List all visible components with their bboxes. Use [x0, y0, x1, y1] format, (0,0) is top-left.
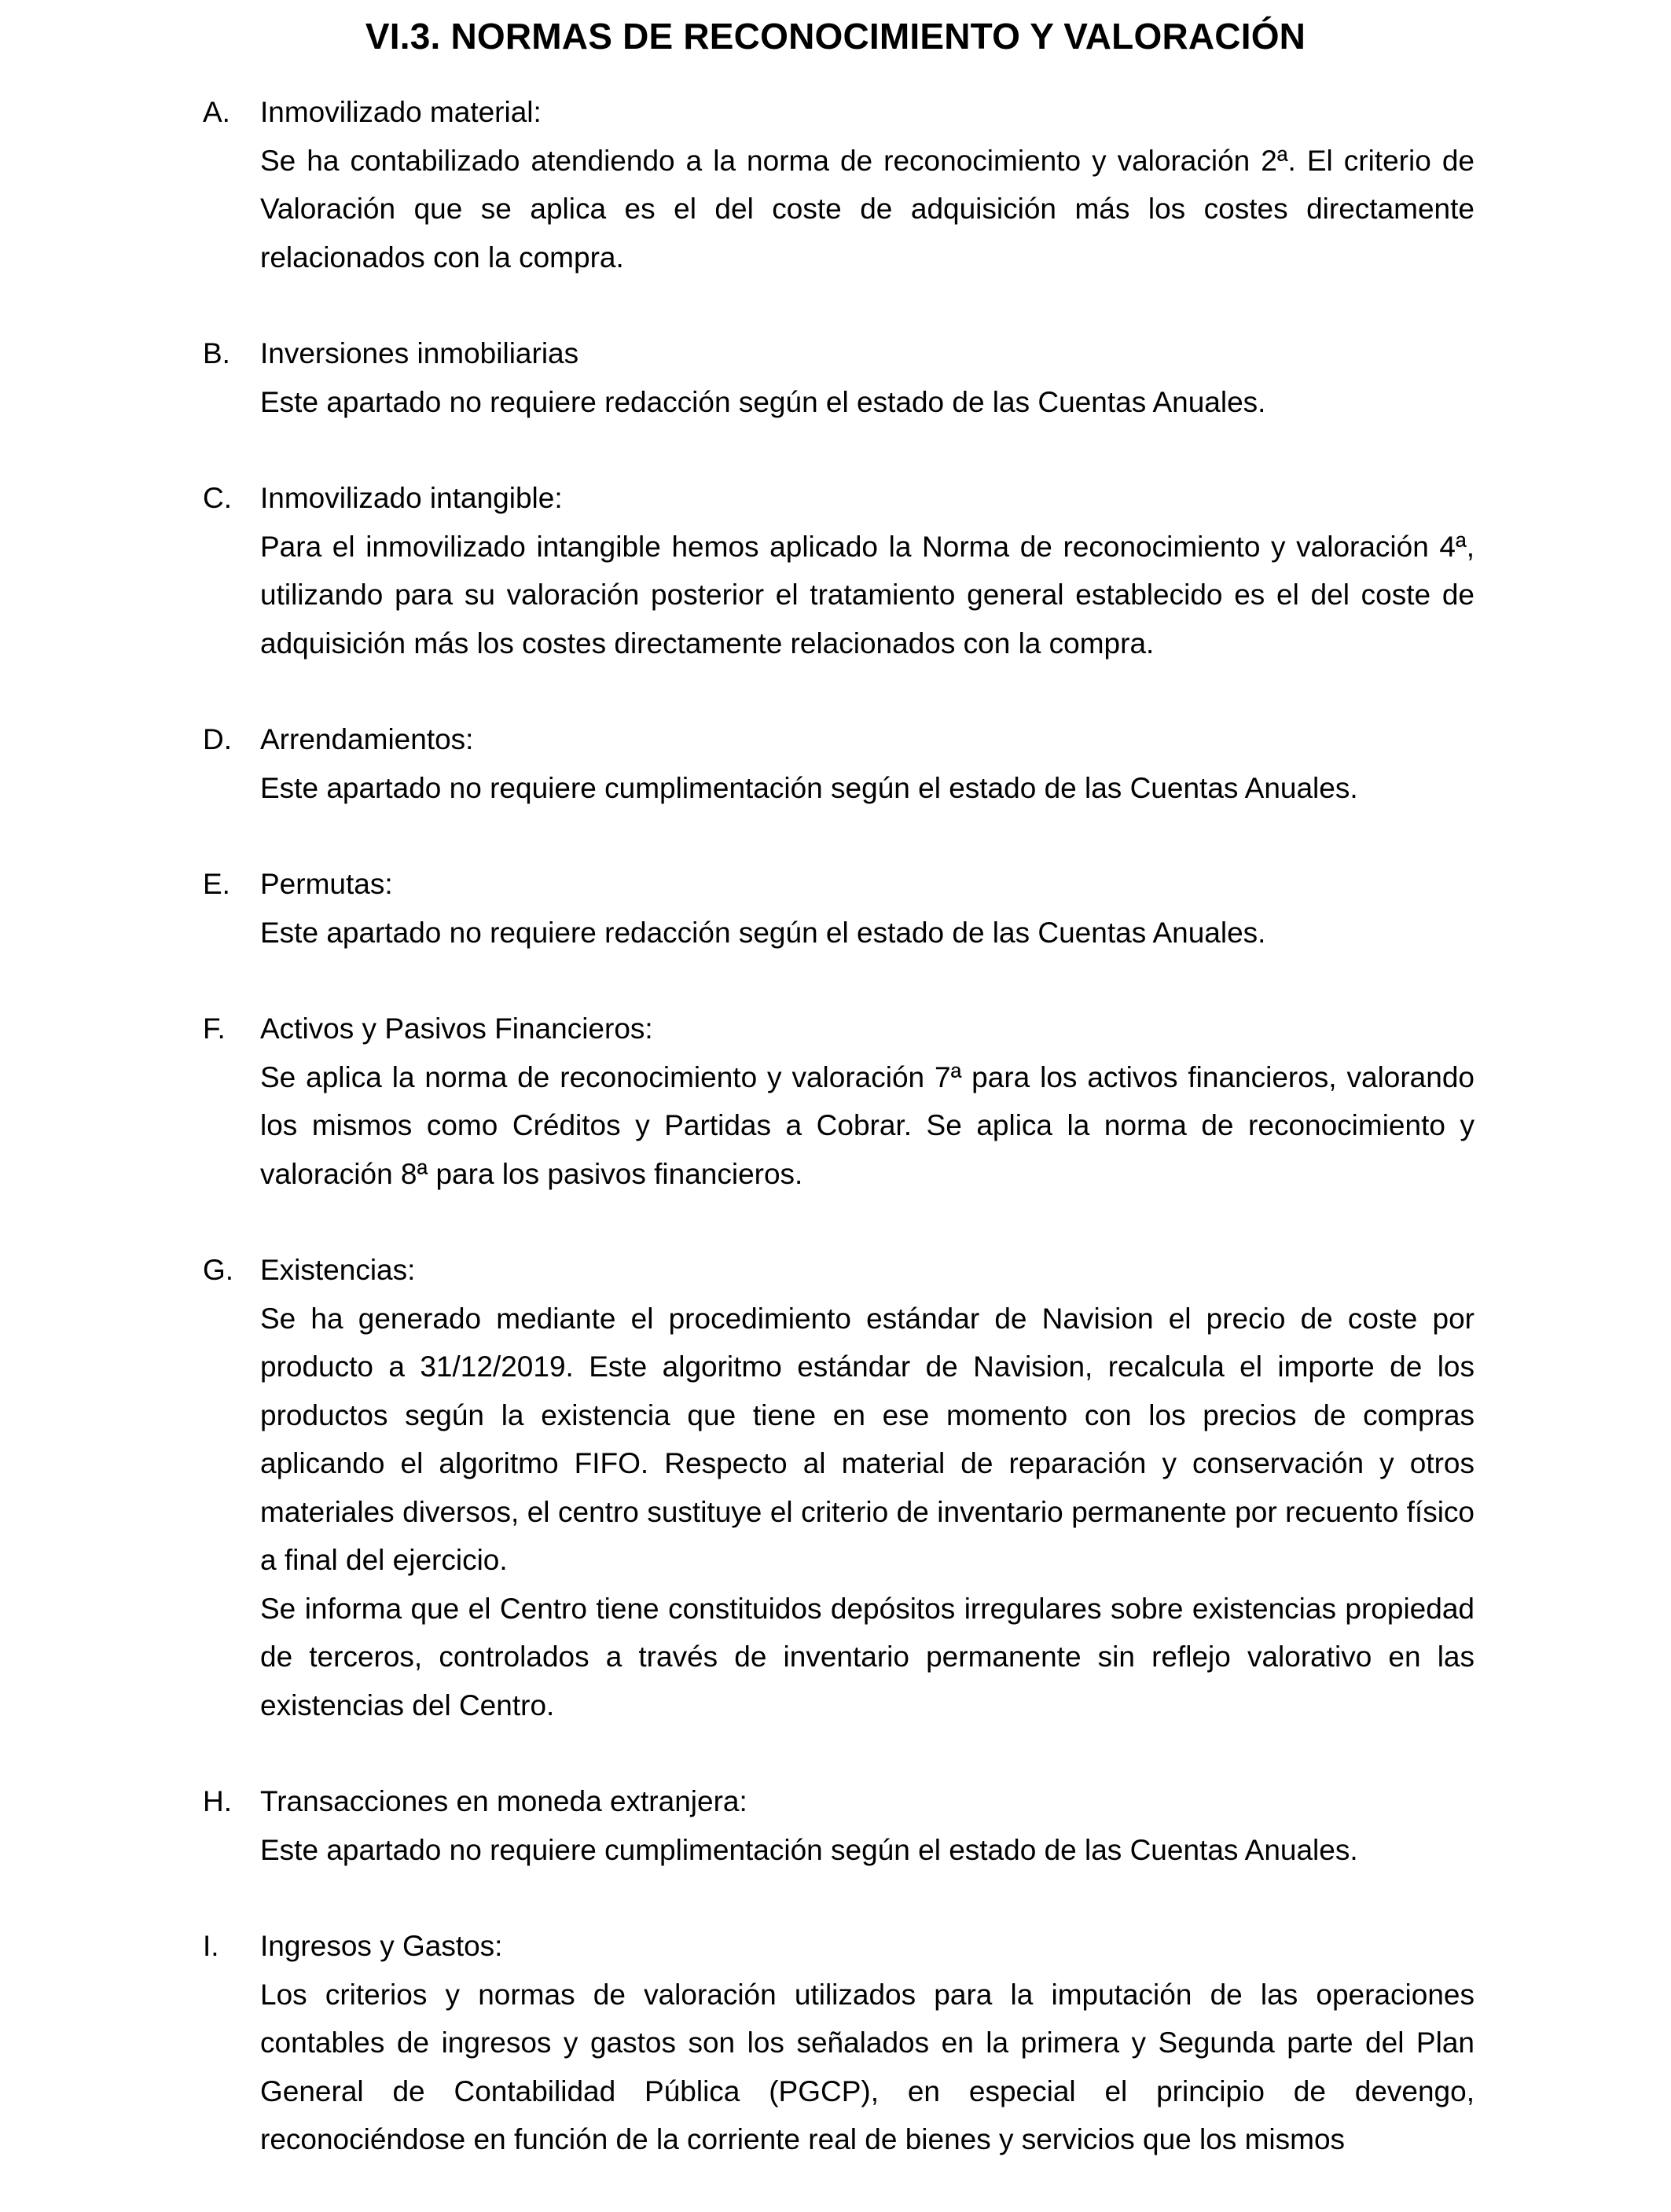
section-heading: Arrendamientos:	[260, 723, 474, 755]
section-paragraph: Este apartado no requiere redacción según el estado de las Cuentas Anuales.	[260, 916, 1266, 949]
section-heading: Ingresos y Gastos:	[260, 1930, 503, 1962]
section-item	[0, 329, 1671, 426]
section-item	[0, 1777, 1671, 1874]
section-heading: Inmovilizado material:	[260, 96, 542, 128]
section-paragraph: Se ha contabilizado atendiendo a la norma de reconocimiento y valoración 2ª. El criterio de Valoración que se aplica es el del coste de adquisición más los costes directamente relacionados con la compra.	[260, 144, 1475, 274]
section-content	[260, 1246, 1475, 1729]
section-paragraph: Este apartado no requiere redacción según el estado de las Cuentas Anuales.	[260, 385, 1266, 418]
section-heading: Permutas:	[260, 868, 393, 900]
section-paragraph: Se ha generado mediante el procedimiento estándar de Navision el precio de coste por producto a 31/12/2019. Este algoritmo estándar de Navision, recalcula el importe de los productos según la existencia que tiene en ese momento con los precios de compras aplicando el algoritmo FIFO. Respecto al material de reparación y conservación y otros materiales diversos, el centro sustituye el criterio de inventario permanente por recuento físico a final del ejercicio.	[260, 1302, 1475, 1576]
section-content	[260, 474, 1475, 667]
section-letter: H.	[203, 1785, 232, 1817]
section-heading: Transacciones en moneda extranjera:	[260, 1785, 747, 1817]
section-paragraph: Los criterios y normas de valoración utilizados para la imputación de las operaciones contables de ingresos y gastos son los señalados en la primera y Segunda parte del Plan General de Contabilidad Pública (PGCP), en especial el principio de devengo, reconociéndose en función de la corriente real de bienes y servicios que los mismos	[260, 1978, 1475, 2155]
section-heading: Activos y Pasivos Financieros:	[260, 1012, 653, 1045]
section-content	[260, 88, 1475, 281]
section-item	[0, 860, 1671, 957]
section-paragraph: Este apartado no requiere cumplimentación según el estado de las Cuentas Anuales.	[260, 1833, 1358, 1866]
section-paragraph: Este apartado no requiere cumplimentación según el estado de las Cuentas Anuales.	[260, 771, 1358, 804]
section-heading: Inversiones inmobiliarias	[260, 337, 579, 369]
sections-list	[0, 88, 1671, 2212]
section-content	[260, 1777, 1475, 1874]
section-content	[260, 1922, 1475, 2164]
section-content	[260, 860, 1475, 957]
section-paragraph: Se aplica la norma de reconocimiento y valoración 7ª para los activos financieros, valorando los mismos como Créditos y Partidas a Cobrar. Se aplica la norma de reconocimiento y valoración 8ª para los pasivos financieros.	[260, 1060, 1475, 1190]
section-item	[0, 88, 1671, 281]
section-paragraph: Se informa que el Centro tiene constituidos depósitos irregulares sobre existencias propiedad de terceros, controlados a través de inventario permanente sin reflejo valorativo en las existencias del Centro.	[260, 1592, 1475, 1721]
section-heading: Inmovilizado intangible:	[260, 482, 563, 514]
section-letter: F.	[203, 1012, 226, 1045]
section-item	[0, 1922, 1671, 2164]
page-title: VI.3. NORMAS DE RECONOCIMIENTO Y VALORACIÓN	[365, 16, 1306, 57]
section-letter: C.	[203, 482, 232, 514]
section-item	[0, 715, 1671, 812]
section-letter: G.	[203, 1254, 234, 1286]
section-paragraph: Para el inmovilizado intangible hemos aplicado la Norma de reconocimiento y valoración 4ª, utilizando para su valoración posterior el tratamiento general establecido es el del coste de adquisición más los costes directamente relacionados con la compra.	[260, 530, 1475, 660]
section-content	[260, 715, 1475, 812]
section-heading: Existencias:	[260, 1254, 416, 1286]
section-letter: B.	[203, 337, 230, 369]
section-letter: I.	[203, 1930, 219, 1962]
section-item	[0, 1005, 1671, 1198]
section-item	[0, 1246, 1671, 1729]
section-letter: E.	[203, 868, 230, 900]
section-content	[260, 329, 1475, 426]
section-item	[0, 474, 1671, 667]
section-letter: A.	[203, 96, 230, 128]
section-content	[260, 1005, 1475, 1198]
section-letter: D.	[203, 723, 232, 755]
